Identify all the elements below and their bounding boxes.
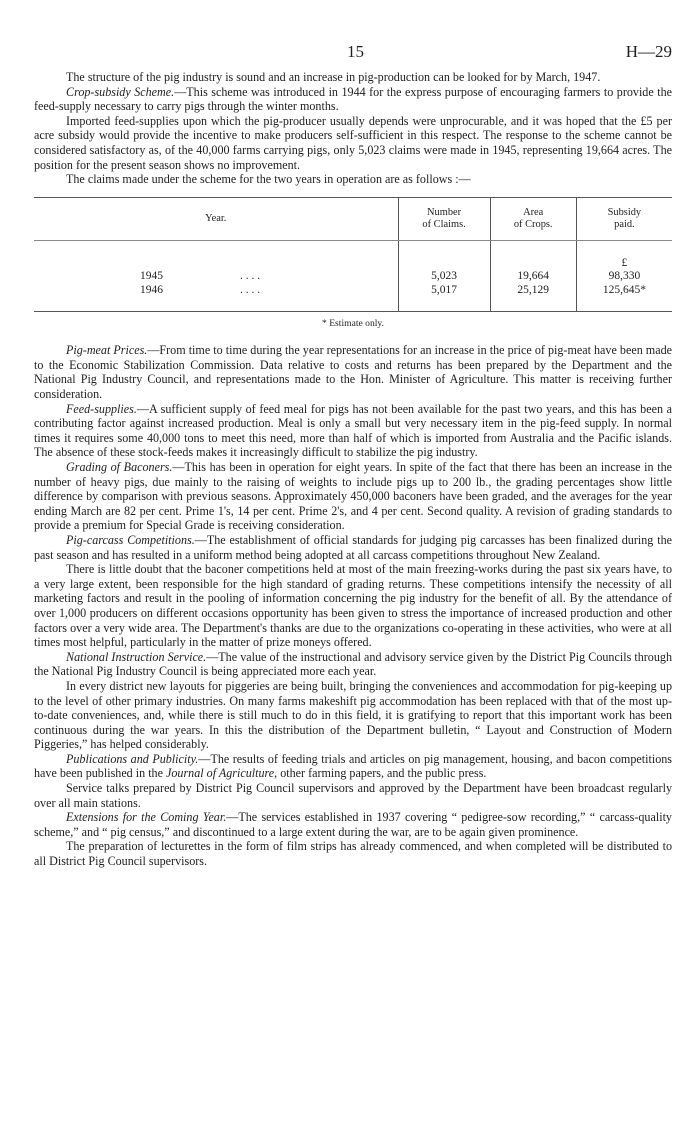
table-header-row xyxy=(34,197,672,240)
table-unit-row xyxy=(34,240,672,270)
heading-feed-supplies: Feed-supplies. xyxy=(66,401,137,416)
journal-title: Journal of Agriculture xyxy=(166,766,275,781)
row-year: 1945 xyxy=(140,270,163,283)
paragraph-pig-meat-prices: Pig-meat Prices.—From time to time during the year representations for an increase in the price of pig-meat have been made to the Economic Stabilization Commission. Data relative to costs and returns has been prepared by the Department and the National Pig Industry Council, and representations made to the Hon. Minister of Agriculture. This matter is receiving further consideration. xyxy=(34,343,672,402)
paragraph-crop-subsidy: Crop-subsidy Scheme.—This scheme was introduced in 1944 for the express purpose of encouraging farmers to provide the feed-supply necessary to carry pigs through the winter months. xyxy=(34,84,672,114)
header-year: Year. xyxy=(34,197,398,240)
paragraph-claims-intro: The claims made under the scheme for the two years in operation are as follows :— xyxy=(66,172,471,187)
paragraph-publications: Publications and Publicity.—The results of feeding trials and articles on pig management, housing, and bacon competitions have been published in the Journal of Agriculture, other farming papers, and the public press. xyxy=(34,751,672,781)
heading-crop-subsidy: Crop-subsidy Scheme. xyxy=(66,84,175,99)
paragraph-extensions: Extensions for the Coming Year.—The services established in 1937 covering “ pedigree-sow recording,” “ carcass-quality scheme,” and “ pig census,” and discontinued to a large extent during the war, are to be again given prominence. xyxy=(34,810,672,839)
page-number: 15 xyxy=(347,42,364,61)
paragraph-instruction-service: National Instruction Service.—The value of the instructional and advisory service given by the District Pig Councils through the National Pig Industry Council is being appreciated more each year. xyxy=(34,649,672,679)
heading-carcass-competitions: Pig-carcass Competitions. xyxy=(66,532,195,547)
paragraph-service-talks: Service talks prepared by District Pig Council supervisors and approved by the Department have been broadcast regularly over all main stations. xyxy=(34,781,672,810)
heading-publications: Publications and Publicity. xyxy=(66,751,199,766)
row-subsidy: 125,645* xyxy=(576,284,672,312)
heading-extensions: Extensions for the Coming Year. xyxy=(66,810,227,825)
row-area: 19,664 xyxy=(490,270,576,284)
heading-pig-meat-prices: Pig-meat Prices. xyxy=(66,343,148,358)
paragraph-lecturettes: The preparation of lecturettes in the form of film strips has already commenced, and when completed will be distributed to all District Pig Council supervisors. xyxy=(34,839,672,869)
paragraph-carcass-competitions: Pig-carcass Competitions.—The establishment of official standards for judging pig carcasses has been finalized during the past season and has resulted in a uniform method being adopted at all carcass competitions throughout New Zealand. xyxy=(34,532,672,562)
header-area: Area of Crops. xyxy=(490,197,576,240)
table-footnote: * Estimate only. xyxy=(322,318,384,330)
paragraph-imported-feed: Imported feed-supplies upon which the pig-producer usually depends were unprocurable, and it was hoped that the £5 per acre subsidy would provide the incentive to make producers self-sufficient in this respect. The response to the scheme cannot be considered satisfactory as, of the 40,000 farms carrying pigs, only 5,023 claims were made in 1945, representing 19,664 acres. The position for the present season shows no improvement. xyxy=(34,113,672,172)
paragraph-feed-supplies: Feed-supplies.—A sufficient supply of feed meal for pigs has not been available for the past two years, and this has been a contributing factor against increased production. Meal is only a small but very necessary item in the pig-feed supply. In normal times it requires some 40,000 tons to meet this need, more than half of which is imported from Australia and the Pacific islands. The absence of these stock-feeds makes it increasingly difficult to stabilize the pig industry. xyxy=(34,401,672,460)
currency-symbol: £ xyxy=(576,240,672,270)
claims-table xyxy=(34,197,672,313)
heading-grading-baconers: Grading of Baconers. xyxy=(66,460,173,474)
document-page xyxy=(34,0,672,869)
row-year: 1946 xyxy=(140,283,163,296)
row-claims: 5,017 xyxy=(398,284,490,312)
document-reference: H—29 xyxy=(625,42,672,61)
header-claims: Number of Claims. xyxy=(398,197,490,240)
header-subsidy: Subsidy paid. xyxy=(576,197,672,240)
table-row: 1946 . . . . 5,017 25,129 125,645* xyxy=(34,284,672,312)
paragraph-industry-structure: The structure of the pig industry is sound and an increase in pig-production can be looked for by March, 1947. xyxy=(66,70,601,84)
row-subsidy: 98,330 xyxy=(576,270,672,284)
row-claims: 5,023 xyxy=(398,270,490,284)
table-row: 1945 . . . . 5,023 19,664 98,330 xyxy=(34,270,672,284)
paragraph-piggery-layouts: In every district new layouts for piggeries are being built, bringing the conveniences and accommodation for pig-keeping up to the level of other primary industries. On many farms makeshift pig accommodation has been replaced with that of the most up-to-date conveniences, and, while there is still much to do in this field, it is gratifying to report that this important work has been continuous during the war years. In this the distribution of the Department bulletin, “ Layout and Construction of Modern Piggeries,” has helped considerably. xyxy=(34,678,672,752)
row-area: 25,129 xyxy=(490,284,576,312)
page-header xyxy=(34,0,672,70)
paragraph-grading-baconers: Grading of Baconers.—This has been in operation for eight years. In spite of the fact that there has been an increase in the number of heavy pigs, due mainly to the raising of weights to include pigs up to 200 lb., the grading percentages show little difference by comparison with previous seasons. Approximately 450,000 baconers have been graded, and the averages for the year ending March are 82 per cent. Prime 1's, 14 per cent. Prime 2's, and 4 per cent. Second quality. A revision of grading standards to provide a premium for Special Grade is receiving consideration. xyxy=(34,460,672,533)
paragraph-baconer-competitions: There is little doubt that the baconer competitions held at most of the main freezing-works during the past six years have, to a very large extent, been responsible for the high standard of grading returns. These competitions intensify the necessity of all marketing factors and result in the pooling of information concerning the pig industry for the benefit of all. By the attendance of over 1,000 producers on different occasions opportunity has been given to stress the importance of increased production and other factors over a very wide area. The Department's thanks are due to the organizations co-operating in these activities, who were at all times most helpful, particularly in the matter of prize moneys offered. xyxy=(34,562,672,650)
heading-instruction-service: National Instruction Service. xyxy=(66,649,207,664)
